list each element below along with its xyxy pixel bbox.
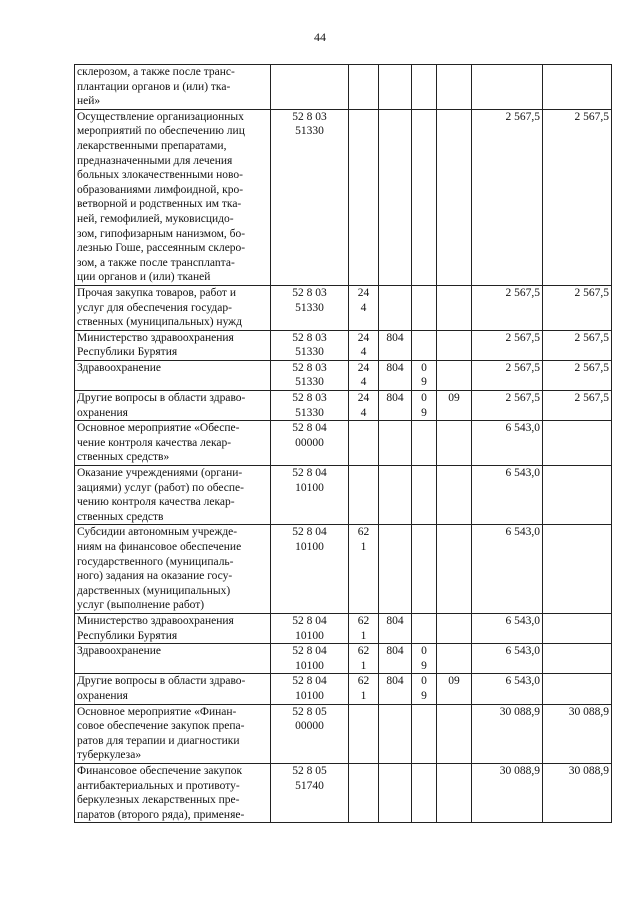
target-code-cell-line: 00000 bbox=[295, 436, 324, 449]
section-cell bbox=[412, 109, 437, 285]
amount-1-cell: 30 088,9 bbox=[472, 704, 543, 763]
amount-2-cell: 2 567,5 bbox=[543, 330, 612, 360]
row-name-cell-line: Другие вопросы в области здраво- bbox=[77, 675, 246, 688]
row-name-cell-line: Прочая закупка товаров, работ и bbox=[77, 286, 236, 299]
subsection-cell bbox=[437, 613, 472, 643]
subsection-cell bbox=[437, 421, 472, 466]
expense-type-cell-line: 1 bbox=[360, 629, 367, 642]
table-row bbox=[75, 65, 612, 110]
row-name-cell-line: Другие вопросы в области здраво- bbox=[77, 392, 246, 405]
section-cell bbox=[412, 285, 437, 330]
target-code-cell bbox=[271, 109, 349, 285]
ministry-code-cell bbox=[379, 65, 412, 110]
row-name-cell-line: Министерство здравоохранения bbox=[77, 331, 234, 344]
row-name-cell-line: Министерство здравоохранения bbox=[77, 614, 234, 627]
target-code-cell-line: 51330 bbox=[295, 301, 324, 314]
row-name-cell-line: услуг (выполнение работ) bbox=[77, 599, 205, 612]
row-name-cell-line: Республики Бурятия bbox=[77, 629, 178, 642]
expense-type-cell bbox=[349, 109, 379, 285]
subsection-cell bbox=[437, 763, 472, 822]
target-code-cell-line: 52 8 04 bbox=[292, 422, 327, 435]
subsection-cell bbox=[437, 704, 472, 763]
table-row bbox=[75, 704, 612, 763]
amount-2-cell: 30 088,9 bbox=[543, 763, 612, 822]
row-name-cell-line: лезнью Гоше, рассеянным склеро- bbox=[77, 242, 246, 255]
expense-type-cell bbox=[349, 391, 379, 421]
row-name-cell-line: мероприятий по обеспечению лиц bbox=[77, 125, 245, 138]
subsection-cell: 09 bbox=[437, 674, 472, 704]
section-cell bbox=[412, 525, 437, 614]
amount-2-cell bbox=[543, 644, 612, 674]
row-name-cell bbox=[75, 704, 271, 763]
row-name-cell-line: паратов (второго ряда), применяе- bbox=[77, 808, 245, 821]
ministry-code-cell: 804 bbox=[379, 330, 412, 360]
row-name-cell-line: склерозом, а также после транс- bbox=[77, 66, 235, 78]
amount-1-cell: 6 543,0 bbox=[472, 613, 543, 643]
target-code-cell-line: 51740 bbox=[295, 779, 324, 792]
target-code-cell-line: 52 8 05 bbox=[292, 764, 327, 777]
section-cell bbox=[412, 674, 437, 704]
target-code-cell-line: 10100 bbox=[295, 689, 324, 702]
row-name-cell bbox=[75, 65, 271, 110]
section-cell bbox=[412, 704, 437, 763]
section-cell-line: 9 bbox=[421, 376, 427, 389]
row-name-cell-line: чению контроля качества лекар- bbox=[77, 496, 235, 509]
amount-1-cell: 2 567,5 bbox=[472, 360, 543, 390]
amount-1-cell: 6 543,0 bbox=[472, 466, 543, 525]
amount-2-cell: 2 567,5 bbox=[543, 391, 612, 421]
target-code-cell-line: 10100 bbox=[295, 629, 324, 642]
section-cell-line: 0 bbox=[421, 645, 427, 658]
row-name-cell bbox=[75, 391, 271, 421]
target-code-cell bbox=[271, 644, 349, 674]
expense-type-cell-line: 62 bbox=[357, 675, 370, 688]
row-name-cell bbox=[75, 285, 271, 330]
amount-1-cell: 6 543,0 bbox=[472, 525, 543, 614]
row-name-cell-line: услуг для обеспечения государ- bbox=[77, 301, 232, 314]
row-name-cell-line: плантации органов и (или) тка- bbox=[77, 80, 231, 93]
amount-2-cell bbox=[543, 525, 612, 614]
row-name-cell-line: ниям на финансовое обеспечение bbox=[77, 541, 242, 553]
target-code-cell bbox=[271, 704, 349, 763]
table-row bbox=[75, 360, 612, 390]
row-name-cell-line: совое обеспечение закупок препа- bbox=[77, 720, 245, 733]
subsection-cell bbox=[437, 644, 472, 674]
target-code-cell-line: 52 8 04 bbox=[292, 645, 327, 658]
section-cell bbox=[412, 330, 437, 360]
section-cell bbox=[412, 613, 437, 643]
expense-type-cell bbox=[349, 466, 379, 525]
section-cell bbox=[412, 421, 437, 466]
subsection-cell bbox=[437, 65, 472, 110]
expense-type-cell-line: 1 bbox=[360, 689, 367, 702]
subsection-cell bbox=[437, 525, 472, 614]
table-row bbox=[75, 525, 612, 614]
ministry-code-cell bbox=[379, 704, 412, 763]
target-code-cell-line: 51330 bbox=[295, 376, 324, 389]
section-cell-line: 9 bbox=[421, 689, 427, 702]
amount-1-cell: 6 543,0 bbox=[472, 644, 543, 674]
section-cell bbox=[412, 360, 437, 390]
table-row bbox=[75, 391, 612, 421]
table-row bbox=[75, 109, 612, 285]
ministry-code-cell bbox=[379, 763, 412, 822]
row-name-cell-line: Основное мероприятие «Обеспе- bbox=[77, 422, 240, 435]
table-row bbox=[75, 644, 612, 674]
subsection-cell bbox=[437, 330, 472, 360]
section-cell bbox=[412, 644, 437, 674]
target-code-cell-line: 00000 bbox=[295, 720, 324, 733]
expense-type-cell-line: 24 bbox=[357, 392, 370, 405]
table-row bbox=[75, 674, 612, 704]
target-code-cell bbox=[271, 466, 349, 525]
row-name-cell-line: дарственных (муниципальных) bbox=[77, 584, 231, 597]
ministry-code-cell: 804 bbox=[379, 644, 412, 674]
amount-2-cell bbox=[543, 613, 612, 643]
row-name-cell-line: Республики Бурятия bbox=[77, 346, 178, 359]
section-cell-line: 0 bbox=[421, 361, 427, 374]
amount-2-cell bbox=[543, 674, 612, 704]
expense-type-cell bbox=[349, 65, 379, 110]
ministry-code-cell bbox=[379, 109, 412, 285]
subsection-cell bbox=[437, 466, 472, 525]
target-code-cell bbox=[271, 285, 349, 330]
expense-type-cell-line: 4 bbox=[360, 376, 367, 389]
row-name-cell-line: ней, гемофилией, муковисцидо- bbox=[77, 212, 234, 225]
budget-table bbox=[74, 64, 612, 823]
section-cell-line: 9 bbox=[421, 659, 427, 672]
row-name-cell-line: охранения bbox=[77, 406, 128, 419]
expense-type-cell-line: 24 bbox=[357, 286, 370, 299]
ministry-code-cell bbox=[379, 285, 412, 330]
amount-1-cell: 6 543,0 bbox=[472, 674, 543, 704]
row-name-cell-line: Здравоохранение bbox=[77, 645, 162, 658]
row-name-cell-line: Субсидии автономным учрежде- bbox=[77, 526, 238, 539]
amount-1-cell: 2 567,5 bbox=[472, 391, 543, 421]
row-name-cell-line: Оказание учреждениями (органи- bbox=[77, 467, 243, 480]
row-name-cell bbox=[75, 525, 271, 614]
subsection-cell bbox=[437, 285, 472, 330]
ministry-code-cell: 804 bbox=[379, 360, 412, 390]
row-name-cell-line: образованиями лимфоидной, кро- bbox=[77, 183, 244, 196]
row-name-cell-line: ветворной и родственных им тка- bbox=[77, 198, 242, 211]
subsection-cell: 09 bbox=[437, 391, 472, 421]
expense-type-cell-line: 4 bbox=[360, 301, 367, 314]
subsection-cell bbox=[437, 360, 472, 390]
target-code-cell bbox=[271, 763, 349, 822]
row-name-cell-line: ственных средств bbox=[77, 510, 164, 523]
target-code-cell-line: 51330 bbox=[295, 346, 324, 359]
expense-type-cell bbox=[349, 644, 379, 674]
amount-2-cell: 2 567,5 bbox=[543, 360, 612, 390]
row-name-cell bbox=[75, 613, 271, 643]
expense-type-cell bbox=[349, 704, 379, 763]
row-name-cell bbox=[75, 360, 271, 390]
section-cell bbox=[412, 466, 437, 525]
target-code-cell bbox=[271, 525, 349, 614]
target-code-cell-line: 52 8 04 bbox=[292, 467, 327, 480]
target-code-cell-line: 52 8 03 bbox=[292, 361, 327, 374]
ministry-code-cell: 804 bbox=[379, 613, 412, 643]
row-name-cell-line: Финансовое обеспечение закупок bbox=[77, 764, 243, 777]
row-name-cell bbox=[75, 644, 271, 674]
target-code-cell-line: 51330 bbox=[295, 406, 324, 419]
row-name-cell bbox=[75, 330, 271, 360]
expense-type-cell-line: 1 bbox=[360, 659, 367, 672]
amount-2-cell bbox=[543, 421, 612, 466]
row-name-cell-line: беркулезных лекарственных пре- bbox=[77, 794, 240, 807]
row-name-cell bbox=[75, 109, 271, 285]
row-name-cell-line: туберкулеза» bbox=[77, 749, 142, 762]
amount-1-cell: 2 567,5 bbox=[472, 330, 543, 360]
expense-type-cell-line: 62 bbox=[357, 614, 370, 627]
row-name-cell-line: зациями) услуг (работ) по обеспе- bbox=[77, 481, 244, 494]
target-code-cell bbox=[271, 360, 349, 390]
target-code-cell-line: 52 8 04 bbox=[292, 526, 327, 539]
row-name-cell-line: ного) задания на оказание госу- bbox=[77, 570, 233, 583]
table-row bbox=[75, 466, 612, 525]
row-name-cell-line: Основное мероприятие «Финан- bbox=[77, 705, 237, 718]
amount-2-cell: 2 567,5 bbox=[543, 109, 612, 285]
section-cell-line: 9 bbox=[421, 406, 427, 419]
target-code-cell-line: 52 8 03 bbox=[292, 331, 327, 344]
target-code-cell-line: 52 8 03 bbox=[292, 110, 327, 123]
target-code-cell-line: 10100 bbox=[295, 481, 324, 494]
row-name-cell-line: государственного (муниципаль- bbox=[77, 555, 234, 568]
amount-2-cell bbox=[543, 65, 612, 110]
target-code-cell-line: 10100 bbox=[295, 659, 324, 672]
row-name-cell-line: ней» bbox=[77, 95, 101, 108]
row-name-cell-line: лекарственными препаратами, bbox=[77, 139, 227, 152]
expense-type-cell-line: 1 bbox=[360, 541, 367, 553]
target-code-cell-line: 51330 bbox=[295, 125, 324, 138]
expense-type-cell bbox=[349, 674, 379, 704]
expense-type-cell-line: 62 bbox=[357, 526, 370, 539]
expense-type-cell bbox=[349, 613, 379, 643]
row-name-cell-line: Здравоохранение bbox=[77, 361, 162, 374]
expense-type-cell-line: 24 bbox=[357, 361, 370, 374]
row-name-cell-line: охранения bbox=[77, 689, 128, 702]
row-name-cell-line: чение контроля качества лекар- bbox=[77, 436, 232, 449]
row-name-cell bbox=[75, 466, 271, 525]
expense-type-cell bbox=[349, 285, 379, 330]
amount-1-cell: 2 567,5 bbox=[472, 109, 543, 285]
target-code-cell-line: 52 8 03 bbox=[292, 392, 327, 405]
row-name-cell-line: ственных средств» bbox=[77, 451, 170, 464]
ministry-code-cell bbox=[379, 525, 412, 614]
row-name-cell-line: предназначенными для лечения bbox=[77, 154, 233, 167]
table-body bbox=[75, 65, 612, 823]
row-name-cell-line: ственных (муниципальных) нужд bbox=[77, 316, 242, 329]
amount-1-cell bbox=[472, 65, 543, 110]
section-cell-line: 0 bbox=[421, 675, 427, 688]
amount-2-cell: 2 567,5 bbox=[543, 285, 612, 330]
expense-type-cell bbox=[349, 330, 379, 360]
target-code-cell bbox=[271, 674, 349, 704]
target-code-cell bbox=[271, 330, 349, 360]
row-name-cell-line: Осуществление организационных bbox=[77, 110, 244, 123]
section-cell bbox=[412, 65, 437, 110]
table-row bbox=[75, 421, 612, 466]
target-code-cell-line: 52 8 04 bbox=[292, 675, 327, 688]
section-cell bbox=[412, 391, 437, 421]
expense-type-cell bbox=[349, 525, 379, 614]
ministry-code-cell bbox=[379, 421, 412, 466]
target-code-cell-line: 52 8 05 bbox=[292, 705, 327, 718]
amount-1-cell: 6 543,0 bbox=[472, 421, 543, 466]
row-name-cell-line: антибактериальных и противоту- bbox=[77, 779, 240, 792]
row-name-cell bbox=[75, 674, 271, 704]
expense-type-cell-line: 4 bbox=[360, 406, 367, 419]
ministry-code-cell: 804 bbox=[379, 391, 412, 421]
table-row bbox=[75, 613, 612, 643]
page-number: 44 bbox=[314, 30, 326, 44]
amount-1-cell: 2 567,5 bbox=[472, 285, 543, 330]
amount-1-cell: 30 088,9 bbox=[472, 763, 543, 822]
expense-type-cell-line: 62 bbox=[357, 645, 370, 658]
subsection-cell bbox=[437, 109, 472, 285]
amount-2-cell bbox=[543, 466, 612, 525]
row-name-cell-line: зом, гипофизарным нанизмом, бо- bbox=[77, 227, 246, 240]
table-row bbox=[75, 285, 612, 330]
expense-type-cell-line: 4 bbox=[360, 346, 367, 359]
table-row bbox=[75, 763, 612, 822]
row-name-cell-line: больных злокачественными ново- bbox=[77, 169, 243, 182]
target-code-cell bbox=[271, 391, 349, 421]
ministry-code-cell: 804 bbox=[379, 674, 412, 704]
target-code-cell-line: 10100 bbox=[295, 541, 324, 553]
target-code-cell-line: 52 8 04 bbox=[292, 614, 327, 627]
target-code-cell bbox=[271, 65, 349, 110]
row-name-cell-line: ции органов и (или) тканей bbox=[77, 271, 211, 284]
row-name-cell-line: ратов для терапии и диагностики bbox=[77, 734, 240, 747]
expense-type-cell bbox=[349, 421, 379, 466]
expense-type-cell-line: 24 bbox=[357, 331, 370, 344]
row-name-cell bbox=[75, 421, 271, 466]
table-row bbox=[75, 330, 612, 360]
target-code-cell bbox=[271, 613, 349, 643]
row-name-cell-line: зом, а также после трансплanта- bbox=[77, 256, 235, 269]
target-code-cell bbox=[271, 421, 349, 466]
section-cell bbox=[412, 763, 437, 822]
expense-type-cell bbox=[349, 763, 379, 822]
expense-type-cell bbox=[349, 360, 379, 390]
section-cell-line: 0 bbox=[421, 392, 427, 405]
target-code-cell-line: 52 8 03 bbox=[292, 286, 327, 299]
ministry-code-cell bbox=[379, 466, 412, 525]
amount-2-cell: 30 088,9 bbox=[543, 704, 612, 763]
row-name-cell bbox=[75, 763, 271, 822]
